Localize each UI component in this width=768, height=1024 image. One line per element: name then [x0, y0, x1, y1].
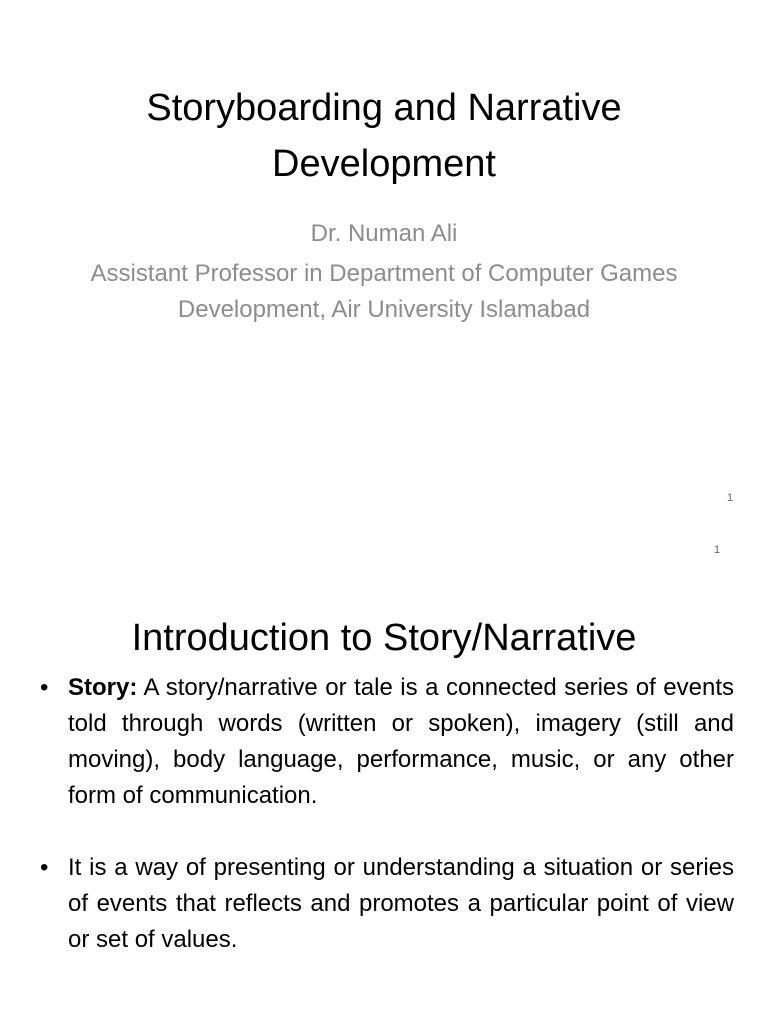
slide-number: 1: [727, 492, 734, 504]
page-number: 1: [714, 544, 721, 556]
affiliation-line-1: Assistant Professor in Department of Computer Games: [90, 260, 678, 287]
bullet-item: [40, 850, 734, 958]
bullet-item: [40, 670, 734, 814]
bullet-term: Story:: [68, 674, 138, 701]
author-name: Dr. Numan Ali: [310, 220, 458, 247]
bullet-text: It is a way of presenting or understanding a situation or series of events that reflects and promotes a particular point of view or set of values.: [68, 854, 734, 953]
bullet-marker: •: [40, 854, 49, 881]
content-slide: [0, 576, 768, 1024]
author-affiliation: [20, 256, 748, 328]
bullet-text: A story/narrative or tale is a connected series of events told through words (written or spoken), imagery (still and moving), body language, performance, music, or any other form of communication.: [68, 674, 735, 809]
bullet-list: [40, 670, 734, 958]
bullet-marker: •: [40, 674, 49, 701]
affiliation-line-2: Development, Air University Islamabad: [177, 296, 591, 323]
slide-heading: Introduction to Story/Narrative: [131, 617, 637, 659]
slide-title: [20, 80, 748, 192]
title-line-1: Storyboarding and Narrative: [146, 87, 622, 129]
title-line-2: Development: [272, 143, 496, 185]
